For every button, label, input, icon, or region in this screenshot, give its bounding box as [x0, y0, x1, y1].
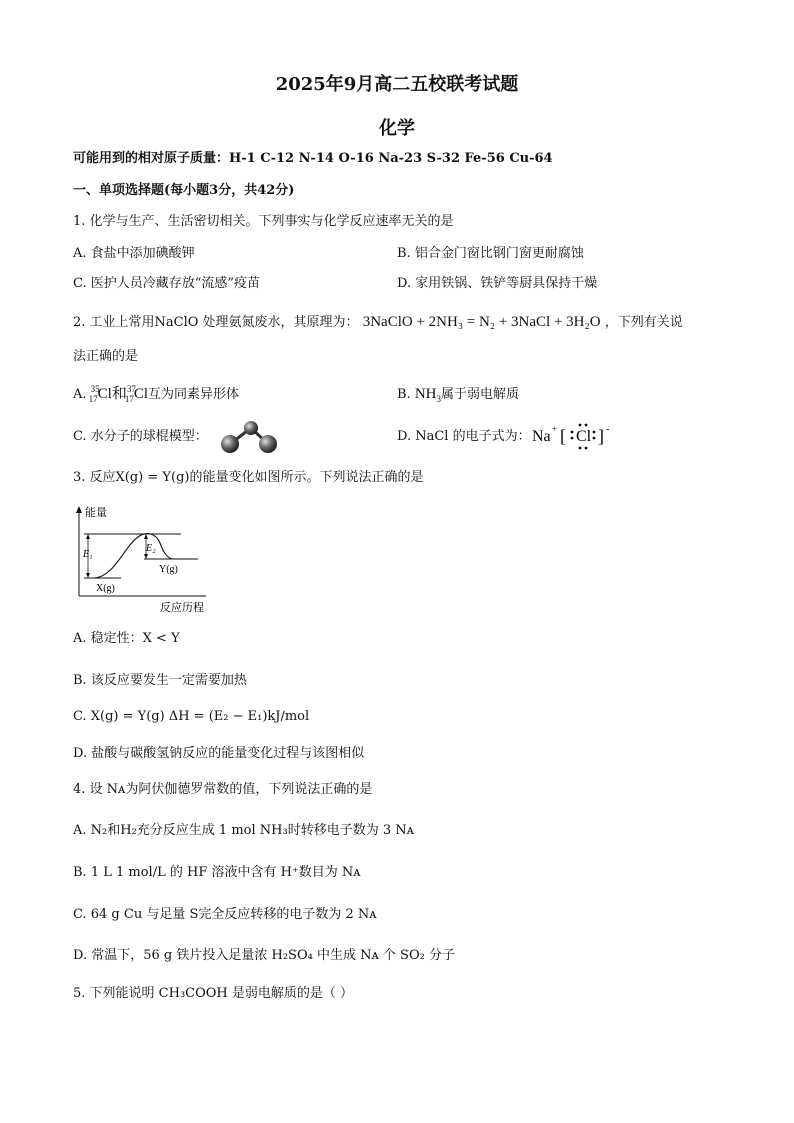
water-ball-stick-model	[218, 418, 282, 454]
q2-option-c: C. 水分子的球棍模型：	[73, 429, 208, 444]
q2-option-d	[397, 428, 531, 446]
q3-option-c: C. X(g) = Y(g) ΔH = (E₂ − E₁)kJ/mol	[73, 709, 310, 724]
q2-option-a-label: A.	[73, 387, 87, 402]
exam-title: 2025年9月高二五校联考试题	[275, 74, 519, 95]
ammonia-formula: $NH_3$	[414, 386, 441, 404]
q5-stem: 5. 下列能说明 CH₃COOH 是弱电解质的是（ ）	[73, 986, 354, 1001]
q1-option-b: B. 铝合金门窗比钢门窗更耐腐蚀	[397, 246, 584, 261]
q4-option-a: A. N₂和H₂充分反应生成 1 mol NH₃时转移电子数为 3 Nᴀ	[73, 823, 414, 838]
q2-option-b	[397, 385, 519, 404]
q2-equation: 3NaClO + 2NH₃ = N₂ + 3NaCl + 3H₂O	[362, 314, 601, 330]
q2-option-d-text: D. NaCl 的电子式为：	[397, 429, 531, 444]
q4-option-b: B. 1 L 1 mol/L 的 HF 溶液中含有 H⁺数目为 Nᴀ	[73, 865, 361, 880]
q2-stem-a: 2. 工业上常用NaClO 处理氨氮废水，其原理为：	[73, 315, 359, 330]
svg-text:]: ]	[598, 426, 604, 446]
q3-option-b: B. 该反应要发生一定需要加热	[73, 673, 247, 688]
energy-diagram	[66, 503, 216, 615]
subject-title: 化学	[379, 118, 415, 139]
svg-text:-: -	[606, 424, 610, 435]
nacl-electron-formula	[532, 420, 616, 452]
diagram-reactant-label: X(g)	[96, 583, 115, 594]
q3-option-a: A. 稳定性：X < Y	[73, 631, 180, 646]
q1-option-c: C. 医护人员冷藏存放“流感”疫苗	[73, 276, 261, 291]
svg-text:Cl: Cl	[576, 428, 592, 445]
diagram-y-label: 能量	[85, 507, 107, 519]
q2-option-a-text: 互为同素异形体	[148, 387, 240, 402]
q1-option-d: D. 家用铁锅、铁铲等厨具保持干燥	[397, 276, 598, 291]
q4-stem: 4. 设 Nᴀ为阿伏伽德罗常数的值，下列说法正确的是	[73, 782, 373, 797]
q3-stem: 3. 反应X(g) = Y(g)的能量变化如图所示。下列说法正确的是	[73, 470, 424, 485]
svg-text:+: +	[552, 424, 558, 434]
svg-text:Na: Na	[532, 428, 551, 445]
q1-stem: 1. 化学与生产、生活密切相关。下列事实与化学反应速率无关的是	[73, 214, 454, 229]
q2-stem-continued: 法正确的是	[73, 349, 139, 364]
q2-stem	[73, 313, 683, 332]
diagram-x-label: 反应历程	[160, 602, 204, 614]
svg-text:[: [	[560, 426, 566, 446]
q2-option-a	[73, 385, 239, 404]
q2-stem-b: ，下列有关说	[604, 315, 683, 330]
diagram-e1-label: E₁	[83, 549, 93, 560]
q4-option-c: C. 64 g Cu 与足量 S完全反应转移的电子数为 2 Nᴀ	[73, 907, 377, 922]
diagram-e2-label: E₂	[146, 543, 156, 554]
section-heading: 一、单项选择题(每小题3分，共42分)	[73, 183, 295, 198]
q1-option-a: A. 食盐中添加碘酸钾	[73, 246, 195, 261]
chlorine-isotopes: $^{35}_{17}$Cl和$^{37}_{17}$Cl	[88, 384, 149, 404]
q4-option-d: D. 常温下，56 g 铁片投入足量浓 H₂SO₄ 中生成 Nᴀ 个 SO₂ 分子	[73, 948, 455, 963]
q3-option-d: D. 盐酸与碳酸氢钠反应的能量变化过程与该图相似	[73, 746, 365, 761]
atomic-mass-line: 可能用到的相对原子质量：H-1 C-12 N-14 O-16 Na-23 S-32 Fe-56 Cu-64	[73, 151, 553, 166]
diagram-product-label: Y(g)	[159, 564, 178, 575]
q2-option-b-label: B.	[397, 387, 411, 402]
q2-option-b-text: 属于弱电解质	[441, 387, 520, 402]
